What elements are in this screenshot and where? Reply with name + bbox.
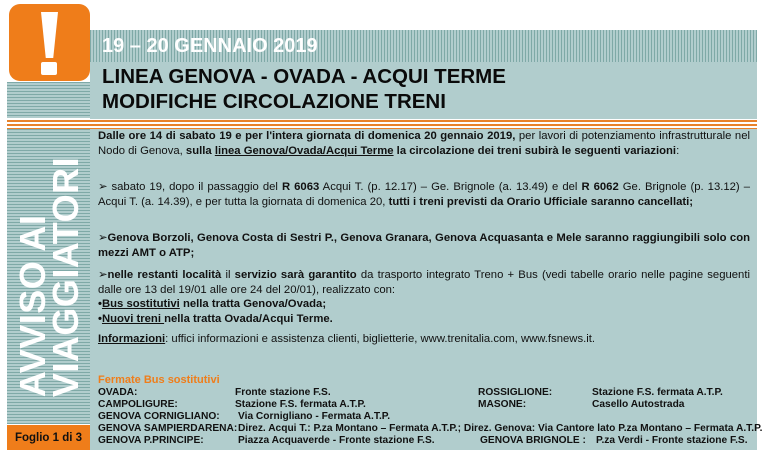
exclamation-icon — [9, 4, 90, 81]
item-text: sabato 19, dopo il passaggio del — [107, 181, 282, 193]
side-banner-text — [11, 156, 86, 397]
title-block — [90, 62, 757, 119]
line-name: linea Genova/Ovada/Acqui Terme — [214, 144, 394, 157]
item-text-bold: Genova Borzoli, Genova Costa di Sestri P., Genova Granara, Genova Acquasanta e Mele saranno raggiungibili solo con mezzi AMT o ATP; — [98, 232, 750, 259]
stop-location: P.za Verdi - Fronte stazione F.S. — [596, 435, 748, 446]
arrow-bullet-icon: ➢ — [98, 269, 108, 281]
side-banner-line2: VIAGGIATORI — [44, 156, 86, 397]
table-row — [98, 423, 763, 435]
table-row — [98, 399, 750, 411]
table-row — [98, 387, 750, 399]
intro-variations: la circolazione dei treni subirà le seguenti variazioni — [393, 144, 677, 157]
intro-text-bold: sulla — [185, 144, 215, 157]
table-row — [98, 411, 750, 423]
stop-location: Casello Autostrada — [592, 399, 685, 410]
intro-colon: : — [676, 144, 680, 157]
bus-stops-table — [98, 374, 763, 447]
stop-name: GENOVA SAMPIERDARENA: — [98, 423, 238, 434]
list-item-stations — [98, 231, 750, 260]
page-title-line2: MODIFICHE CIRCOLAZIONE TRENI — [102, 90, 446, 113]
item-text: Ge. Brignole (p. 13.12) – Acqui T. (a. 14.39), e per tutta la giornata di domenica 20, — [98, 181, 750, 208]
stop-location: Stazione F.S. fermata A.T.P. — [235, 399, 366, 410]
stop-location: Direz. Acqui T.: P.za Montano – Fermata A.T.P.; Direz. Genova: Via Cantore lato P.za Montano – Fermata A.T.P. — [238, 423, 763, 434]
decorative-stripe — [7, 82, 90, 118]
arrow-bullet-icon: ➢ — [98, 232, 108, 244]
item-text: Acqui T. (p. 12.17) – Ge. Brignole (a. 13.49) e del — [319, 181, 582, 193]
stop-location: Piazza Acquaverde - Fronte stazione F.S. — [238, 435, 435, 446]
info-label: Informazioni — [98, 333, 166, 345]
table-row — [98, 435, 750, 447]
stop-name: GENOVA CORNIGLIANO: — [98, 411, 220, 422]
side-banner — [7, 129, 90, 424]
intro-dates: Dalle ore 14 di sabato 19 e per l'intera giornata di domenica 20 gennaio 2019, — [98, 130, 516, 142]
stop-name: OVADA: — [98, 387, 138, 398]
list-item-cancellations — [98, 180, 750, 209]
page-title-line1: LINEA GENOVA - OVADA - ACQUI TERME — [102, 65, 506, 88]
train-number: R 6062 — [581, 181, 619, 193]
nuovi-treni-link: Nuovi treni — [101, 312, 165, 325]
dot-bullet-icon: • — [98, 298, 102, 311]
intro-paragraph — [98, 129, 750, 158]
item-text: il — [221, 269, 235, 281]
info-text: : uffici informazioni e assistenza clienti, biglietterie, www.trenitalia.com, www.fsnews.it. — [165, 333, 596, 345]
arrow-bullet-icon: ➢ — [98, 181, 108, 193]
notice-body — [90, 129, 763, 450]
sub-item-text: nella tratta Ovada/Acqui Terme. — [164, 312, 333, 325]
bus-stops-heading: Fermate Bus sostitutivi — [98, 374, 220, 386]
item-text: da trasporto integrato Treno + Bus (vedi tabelle orario nelle pagine seguenti dalle ore 13 del 19/01 alle ore 24 del 20/01), realizzato con: — [98, 269, 750, 296]
list-item-service — [98, 268, 750, 326]
stop-location: Via Cornigliano - Fermata A.T.P. — [238, 411, 391, 422]
date-band — [90, 30, 757, 62]
intro-text: per lavori di potenziamento infrastrutturale nel Nodo di Genova, — [98, 130, 750, 157]
dot-bullet-icon: • — [98, 312, 102, 325]
page-indicator: Foglio 1 di 3 — [7, 425, 90, 450]
side-banner-line1: AVVISO AI — [11, 214, 53, 397]
stop-name: CAMPOLIGURE: — [98, 399, 178, 410]
item-text-bold: tutti i treni previsti da Orario Ufficiale saranno cancellati; — [388, 195, 694, 208]
exclamation-bar — [41, 12, 58, 58]
bus-sostitutivi-link: Bus sostitutivi — [101, 298, 180, 311]
stop-name: MASONE: — [478, 399, 527, 410]
stop-name: ROSSIGLIONE: — [478, 387, 553, 398]
stop-name: GENOVA BRIGNOLE : — [480, 435, 586, 446]
info-paragraph — [98, 332, 750, 347]
stop-location: Stazione F.S. fermata A.T.P. — [592, 387, 723, 398]
item-text-bold: servizio sarà garantito — [234, 269, 357, 281]
stop-name: GENOVA P.PRINCIPE: — [98, 435, 204, 446]
stop-location: Fronte stazione F.S. — [235, 387, 331, 398]
item-text-bold: nelle restanti località — [107, 269, 222, 281]
notice-date: 19 – 20 GENNAIO 2019 — [102, 35, 318, 57]
orange-divider — [7, 119, 757, 129]
exclamation-dot — [41, 62, 57, 75]
sub-item-text: nella tratta Genova/Ovada; — [179, 298, 327, 311]
train-number: R 6063 — [281, 181, 320, 193]
